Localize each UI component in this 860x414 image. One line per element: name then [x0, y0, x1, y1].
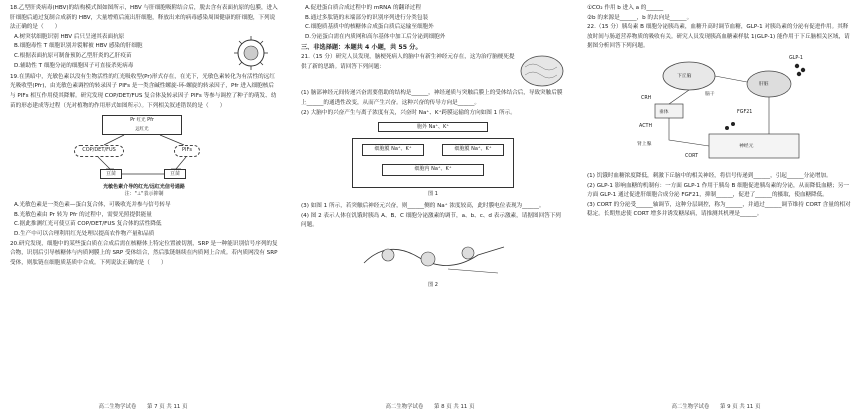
page-8 [287, 0, 573, 414]
cop-complex: COP/DET/FUS [74, 145, 124, 157]
q19-option-c: C.据此推测红光可使豆苗 COP/DET/FUS 复合体的活性降低 [14, 221, 162, 228]
crh-label: CRH [641, 95, 652, 101]
question-22: 22.（15 分）胰岛素 B 细胞分泌胰岛素，血糖升高时调节血糖，GLP-1 对胰岛素的分泌有促进作用。其释放时间与肠道营养物质的吸收有关。研究人员发现胰高血糖素样肽 1(GLP-1) 能作用于下丘脑相关区域，请据图分析回答下列问题。 [587, 24, 850, 50]
q22-part-1: (1) 饥饿时血糖浓度降低，刺激下丘脑中的相关神经，将信号传递到______，引起______分泌增加。 [587, 172, 832, 179]
ion-transport-figure [348, 120, 518, 200]
q22-part-2: (2) GLP-1 影响血糖的机制有：一方面 GLP-1 作用于胰岛 B 细胞促进胰岛素的分泌，从而降低血糖；另一方面 GLP-1 通过促进肝细胞合成分泌 FGF21，抑制______，促进了______的摄取，使血糖降低。 [587, 182, 849, 199]
q19-option-a: A.光敏色素是一类色素—蛋白复合体，可吸收光并参与信号转导 [14, 202, 171, 209]
section-heading: 三、非选择题：本题共 4 小题，共 55 分。 [301, 44, 422, 52]
q21-continued-1: ①CO₂ 作用 b 进入 a 的______ [587, 5, 664, 11]
acth-label: ACTH [639, 123, 653, 129]
hypothalamus-label: 下丘脑 [677, 73, 692, 79]
membrane-ions-right: 细胞膜 Na⁺、K⁺ [442, 144, 504, 156]
far-red-light-label: 远红光 [135, 127, 149, 133]
inside-ions-box: 细胞内 Na⁺、K⁺ [382, 164, 484, 176]
pituitary-label: 垂体 [659, 109, 669, 115]
q18-option-b: B.细胞毒性 T 细胞识别并裂解被 HBV 感染的肝细胞 [14, 43, 143, 50]
figure-1-caption: 图 1 [428, 191, 438, 198]
q19-option-b: B.光敏色素由 Pr 转为 Pfr 的过程中，需要光照提供能量 [14, 211, 152, 218]
q19-option-d: D.生产中可以合理利用红光处理以提高农作物产量和品质 [14, 230, 155, 237]
phytochrome-box [102, 115, 182, 135]
question-19: 19.在黑暗中，光敏色素以没有生物活性的红光吸收型(Pr)形式存在，在光下，光敏色素转化为有活性的远红光吸收型(Pfr)，由光敏色素调控的转录因子 PIFs 是一类含碱性螺旋-环-螺旋的转录因子，Pfr 进入细胞核后与 PIFs 相互作用使其降解。研究发现 COP/DET/FUS 复合体及转录因子 PIFs 等参与调控了种子的萌发、幼苗的形态建成等过程（光对植物的作用形式如图所示）。下列相关叙述错误的是（ ） [10, 73, 277, 109]
q20-option-c: C.细胞质基质中的核糖体合成蛋白质后运输至细胞外 [305, 24, 434, 31]
page-footer: 高二生物学试卷 第 9 页 共 11 页 [671, 404, 761, 410]
q21-part-2: (2) 大脑中的兴奋产生与离子浓度有关，兴奋时 Na⁺、K⁺跨膜运输的方向如图 1 所示。 [301, 109, 516, 116]
q21-continued-2: ②b 的来源是______，b 的去向是______。 [587, 14, 693, 21]
phytochrome-pathway-figure [64, 113, 224, 199]
membrane-ions-left: 细胞膜 Na⁺、K⁺ [362, 144, 424, 156]
page-footer: 高二生物学试卷 第 8 页 共 11 页 [385, 404, 475, 410]
q18-option-a: A.树突状细胞识别 HBV 后只呈递其表面抗原 [14, 33, 125, 40]
brainstem-label: 脑干 [705, 91, 715, 97]
bean-sprout-right: 豆苗 [164, 169, 186, 179]
red-light-label: 红光 [136, 118, 146, 124]
brain-figure [519, 53, 565, 89]
hbv-virus-figure [224, 33, 278, 73]
glp1-label: GLP-1 [789, 55, 803, 61]
liver-label: 肝脏 [759, 81, 769, 87]
adrenal-label: 肾上腺 [637, 141, 652, 147]
q21-part-3: (3) 如图 1 所示，若突触后神经元兴奋，则______侧的 Na⁺ 浓度较高，此时膜电位表现为______。 [301, 203, 545, 210]
q22-part-3: (3) CORT 的分泌受______轴调节，这种分层调控，称为______，并通过______调节维持 CORT 含量的相对稳定。长期焦虑使 CORT 增多并诱发糖尿病，请推测其机理是______。 [587, 201, 851, 218]
page-footer: 高二生物学试卷 第 7 页 共 11 页 [98, 404, 188, 410]
q18-option-d: D.辅助性 T 细胞分泌的细胞因子可直接杀死病毒 [14, 62, 134, 69]
question-21: 21.（15 分）研究人员发现，脑梗死病人的脑中有新生神经元存在，这为治疗脑梗死提供了新的思路。请回答下列问题： [301, 54, 515, 70]
figure-caption: 光敏色素介导的红光/远红光信号通路 [103, 184, 185, 191]
pr-label: Pr [130, 117, 136, 124]
outside-ions-box: 胞外 Na⁺、K⁺ [378, 122, 488, 132]
figure-2-caption: 图 2 [428, 281, 438, 288]
question-18: 18.乙型肝炎病毒(HBV)的结构模式图如图所示，HBV 与肝细胞吸附结合后，脱去含有表面抗原的包膜，进入肝细胞后通过复制合成新的 HBV，大量增殖后流出肝细胞，释放出来的病毒感染周围健康的肝细胞，下列说法正确的是（ ） [10, 5, 278, 31]
neuron-label: 神经元 [739, 143, 754, 149]
q20-option-a: A.促进蛋白质合成过程中的 mRNA 的翻译过程 [305, 5, 421, 11]
cort-label: CORT [685, 153, 699, 159]
page-7 [0, 0, 286, 414]
figure-note: 注："⊥"表示抑制 [124, 191, 164, 198]
pfr-label: Pfr [147, 117, 154, 124]
page-9 [573, 0, 859, 414]
q20-option-d: D.分泌蛋白需在内质网和高尔基体中加工后分泌到细胞外 [305, 33, 446, 40]
pifs-box: PIFs [174, 145, 200, 157]
glp1-diagram-lines [619, 54, 819, 170]
q21-part-1: (1) 脑部神经元间传递兴奋需要借助的结构是______，神经递质与突触后膜上的受体结合后，导致突触后膜上______的通透性改变，从而产生兴奋。这种兴奋的传导方向是______。 [301, 90, 563, 106]
neuron-diagram [358, 233, 508, 279]
q20-option-b: B.通过多肽链的末端部分的识别序列进行分类包装 [305, 14, 429, 21]
bean-sprout-left: 豆苗 [100, 169, 122, 179]
question-20: 20.研究发现，细胞中的某些蛋白质在合成后需在核糖体上特定位置被切割，SRP 是一种能识别信号序列的复合物，识别后引导核糖体与内质网膜上的 SRP 受体结合，然后肽链继续在内质网上合成。若内质网没有 SRP 受体，则肽链在细胞质基质中合成。下列说法正确的是（ ） [10, 240, 278, 266]
glp1-regulation-figure [619, 54, 819, 170]
q21-part-4: (4) 图 2 表示人体在饥饿时胰岛 A、B、C 细胞分泌激素的调节，a、b、c、d 表示激素，请据图回答下列问题。 [301, 212, 561, 229]
q18-option-c: C.根据表面抗原可制备预防乙型肝炎的乙肝疫苗 [14, 52, 132, 59]
fgf21-label: FGF21 [737, 109, 753, 115]
